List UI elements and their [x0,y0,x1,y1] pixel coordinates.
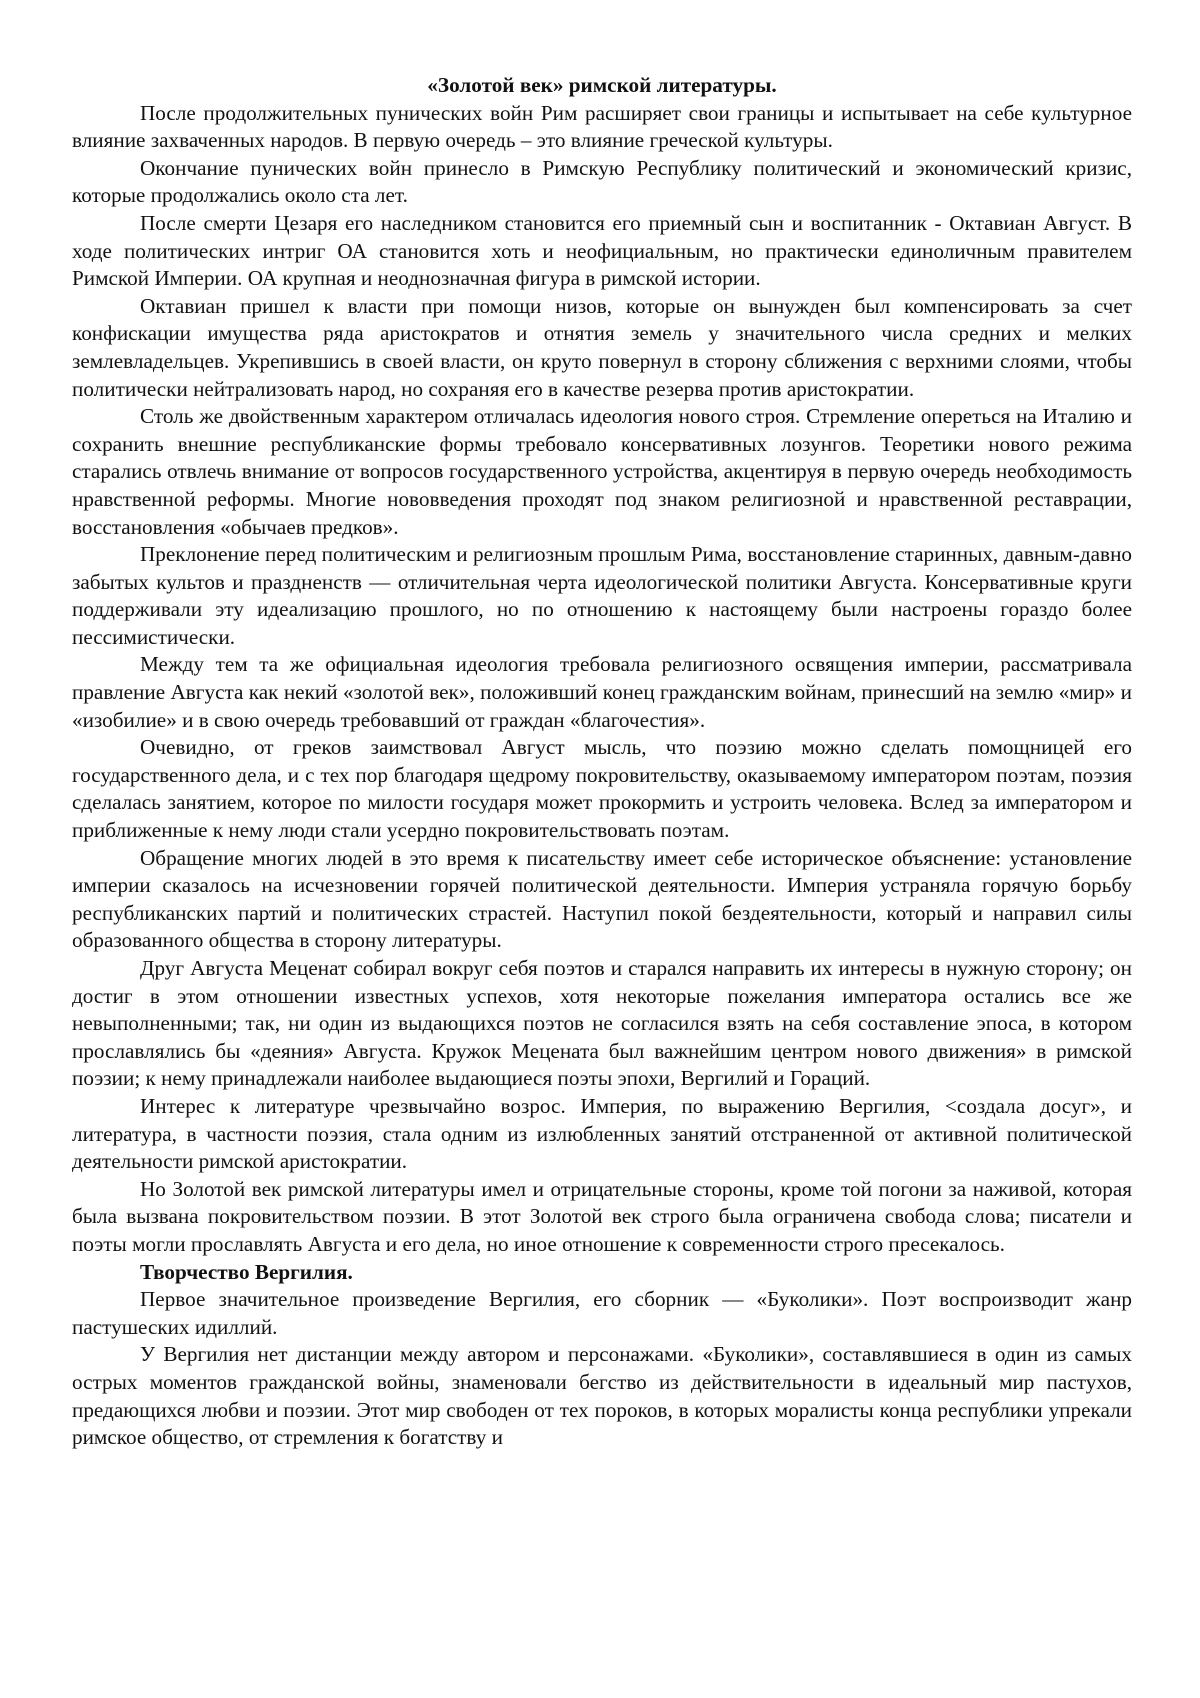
paragraph: После продолжительных пунических войн Рим расширяет свои границы и испытывает на себе культурное влияние захваченных народов. В первую очередь – это влияние греческой культуры. [72,100,1132,153]
paragraph: Преклонение перед политическим и религиозным прошлым Рима, восстановление старинных, давным-давно забытых культов и праздненств — отличительная черта идеологической политики Августа. Консервативные круги поддерживали эту идеализацию прошлого, но по отношению к настоящему были настроены гораздо более пессимистически. [72,542,1132,649]
paragraph: Обращение многих людей в это время к писательству имеет себе историческое объяснение: установление империи сказалось на исчезновении горячей политической деятельности. Империя устраняла горячую борьбу республиканских партий и политических страстей. Наступил покой бездеятельности, который и направил силы образованного общества в сторону литературы. [72,845,1132,953]
paragraph: Друг Августа Меценат собирал вокруг себя поэтов и старался направить их интересы в нужную сторону; он достиг в этом отношении известных успехов, хотя некоторые пожелания императора остались все же невыполненными; так, ни один из выдающихся поэтов не согласился взять на себя составление эпоса, в котором прославлялись бы «деяния» Августа. Кружок Мецената был важнейшим центром нового движения» в римской поэзии; к нему принадлежали наиболее выдающиеся поэты эпохи, Вергилий и Гораций. [72,956,1132,1091]
page-title: «Золотой век» римской литературы. [427,73,777,97]
paragraph: У Вергилия нет дистанции между автором и персонажами. «Буколики», составлявшиеся в один из самых острых моментов гражданской войны, знаменовали бегство из действительности в идеальный мир пастухов, предающихся любви и поэзии. Этот мир свободен от тех пороков, в которых моралисты конца республики упрекали римское общество, от стремления к богатству и [72,1342,1132,1450]
paragraph: Очевидно, от греков заимствовал Август мысль, что поэзию можно сделать помощницей его государственного дела, и с тех пор благодаря щедрому покровительству, оказываемому императором поэтам, поэзия сделалась занятием, которое по милости государя может прокормить и устроить человека. Вслед за императором и приближенные к нему люди стали усердно покровительствовать поэтам. [72,735,1132,843]
paragraph: Октавиан пришел к власти при помощи низов, которые он вынужден был компенсировать за счет конфискации имущества ряда аристократов и отнятия земель у значительного числа средних и мелких землевладельцев. Укрепившись в своей власти, он круто повернул в сторону сближения с верхними слоями, чтобы политически нейтрализовать народ, но сохраняя его в качестве резерва против аристократии. [72,293,1132,401]
section-heading: Творчество Вергилия. [140,1259,353,1284]
paragraph: Столь же двойственным характером отличалась идеология нового строя. Стремление опереться на Италию и сохранить внешние республиканские формы требовало консервативных лозунгов. Теоретики нового режима старались отвлечь внимание от вопросов государственного устройства, акцентируя в первую очередь необходимость нравственной реформы. Многие нововведения проходят под знаком религиозной и нравственной реставрации, восстановления «обычаев предков». [72,404,1132,539]
paragraph: Но Золотой век римской литературы имел и отрицательные стороны, кроме той погони за наживой, которая была вызвана покровительством поэзии. В этот Золотой век строго была ограничена свобода слова; писатели и поэты могли прославлять Августа и его дела, но иное отношение к современности строго пресекалось. [72,1176,1132,1256]
paragraph: Интерес к литературе чрезвычайно возрос. Империя, по выражению Вергилия, <создала досуг», и литература, в частности поэзия, стала одним из излюбленных занятий отстраненной от активной политической деятельности римской аристократии. [72,1093,1132,1174]
paragraph: Между тем та же официальная идеология требовала религиозного освящения империи, рассматривала правление Августа как некий «золотой век», положивший конец гражданским войнам, принесший на землю «мир» и «изобилие» и в свою очередь требовавший от граждан «благочестия». [72,652,1132,732]
document-body [72,72,1132,1452]
paragraph: После смерти Цезаря его наследником становится его приемный сын и воспитанник - Октавиан Август. В ходе политических интриг ОА становится хоть и неофициальным, но практически единоличным правителем Римской Империи. ОА крупная и неоднозначная фигура в римской истории. [72,210,1132,291]
paragraph: Первое значительное произведение Вергилия, его сборник — «Буколики». Поэт воспроизводит жанр пастушеских идиллий. [72,1287,1132,1339]
paragraph: Окончание пунических войн принесло в Римскую Республику политический и экономический кризис, которые продолжались около ста лет. [72,155,1132,208]
